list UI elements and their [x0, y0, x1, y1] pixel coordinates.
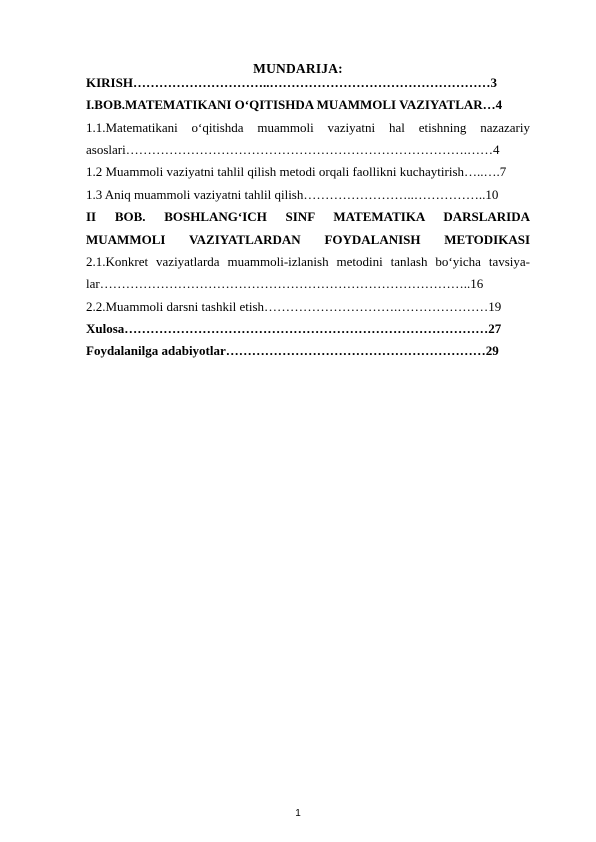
- toc-entry-kirish: KIRISH…………………………..……………………………………………3: [86, 75, 497, 90]
- toc-entry-chapter-1: I.BOB.MATEMATIKANI O‘QITISHDA MUAMMOLI VAZIYATLAR…4: [86, 97, 503, 112]
- toc-entry-2-1-line1: 2.1.Konkret vaziyatlarda muammoli-izlanish metodini tanlash bo‘yicha tavsiya-: [86, 254, 530, 269]
- toc-entry-chapter-2-line1: II BOB. BOSHLANG‘ICH SINF MATEMATIKA DARSLARIDA: [86, 209, 530, 224]
- toc-entry-xulosa: Xulosa…………………………………………………………………………27: [86, 321, 502, 336]
- toc-entry-1-2: 1.2 Muammoli vaziyatni tahlil qilish metodi orqali faollikni kuchaytirish…..….7: [86, 164, 507, 179]
- toc-entry-1-1-line1: 1.1.Matematikani o‘qitishda muammoli vaziyatni hal etishning nazazariy: [86, 120, 530, 135]
- toc-entry-chapter-2-line2: MUAMMOLI VAZIYATLARDAN FOYDALANISH METODIKASI: [86, 232, 530, 247]
- page-number: 1: [295, 808, 301, 819]
- toc-entry-1-1-line2: asoslari…………………………………………………………………….……4: [86, 142, 500, 157]
- toc-entry-adabiyotlar: Foydalanilga adabiyotlar……………………………………………………29: [86, 343, 499, 358]
- toc-entry-2-2: 2.2.Muammoli darsni tashkil etish………………………….…………………19: [86, 299, 502, 314]
- page-title: MUNDARIJA:: [253, 61, 343, 76]
- toc-entry-2-1-line2: lar…………………………………………………………………………..16: [86, 276, 484, 291]
- toc-entry-1-3: 1.3 Aniq muammoli vaziyatni tahlil qilish……………………..……………..10: [86, 187, 499, 202]
